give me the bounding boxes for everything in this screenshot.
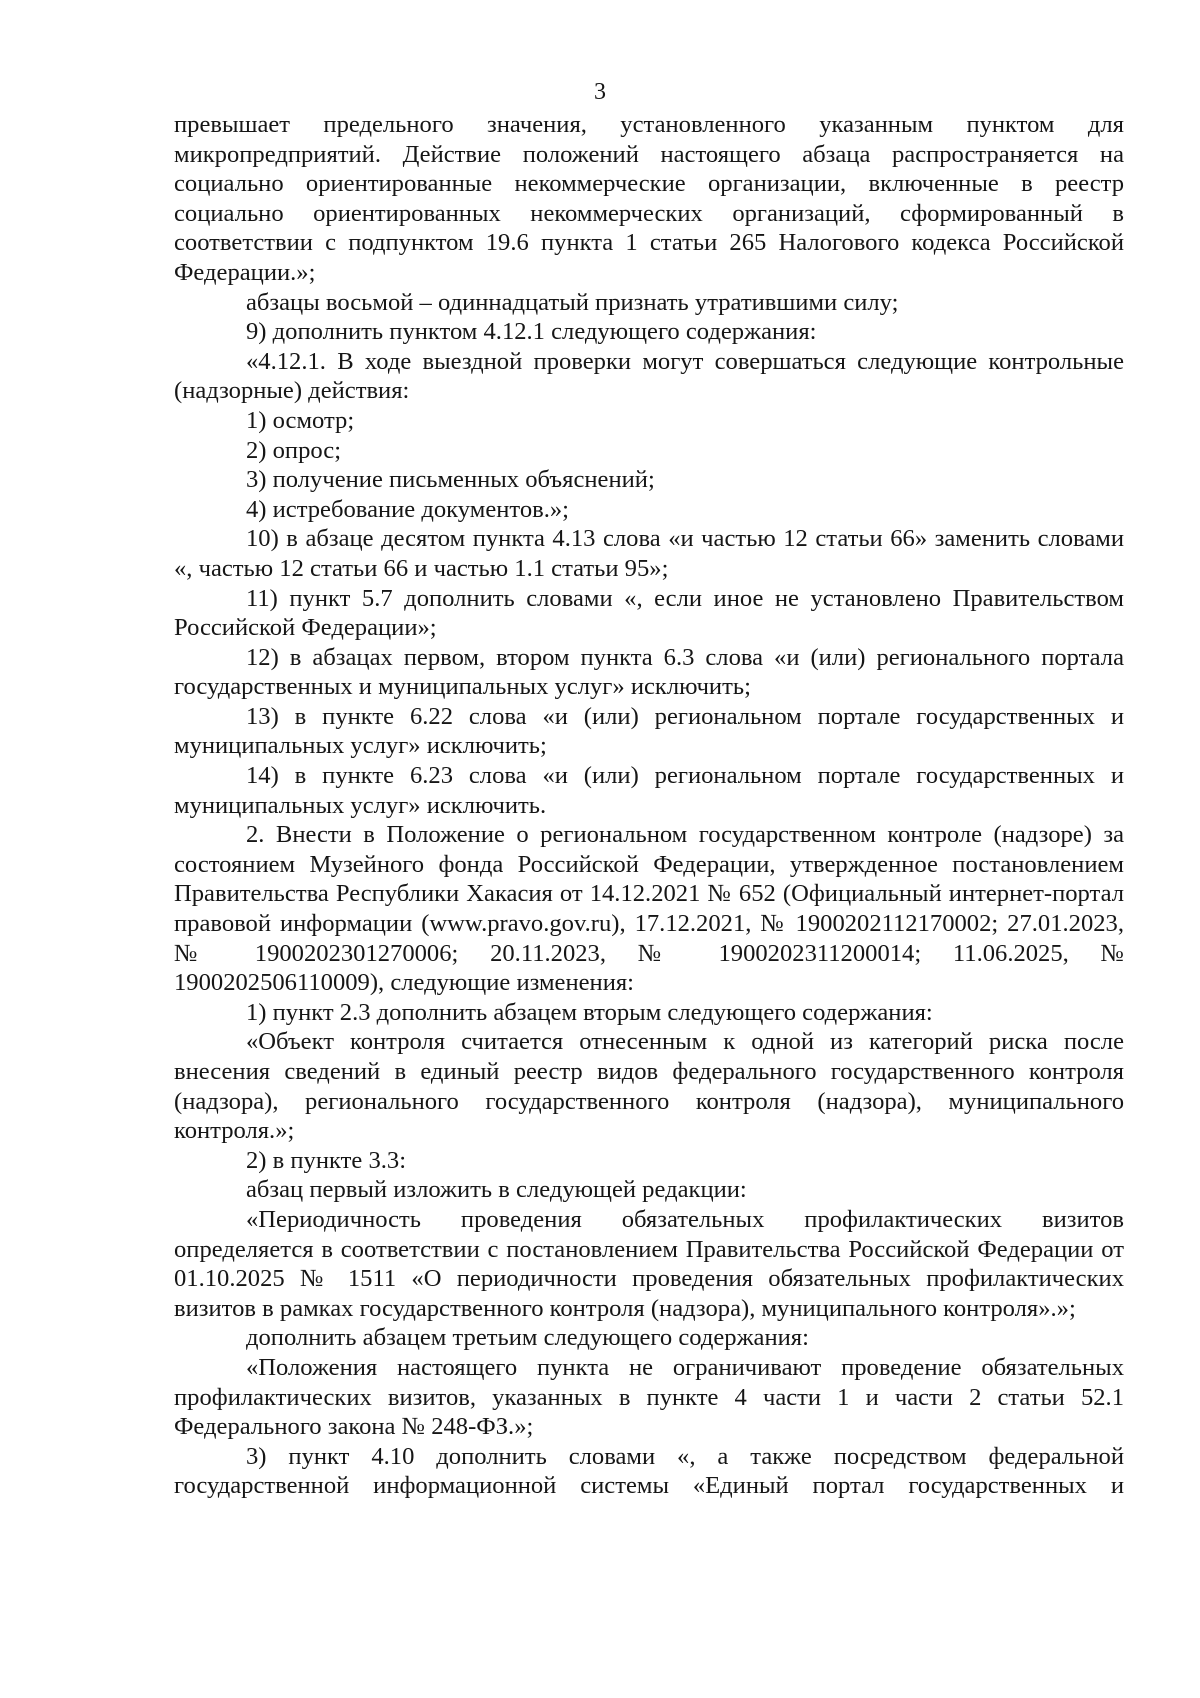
paragraph-5: 1) осмотр; bbox=[246, 406, 355, 434]
paragraph-20: дополнить абзацем третьим следующего содержания: bbox=[246, 1324, 809, 1352]
paragraph-17: 2) в пункте 3.3: bbox=[246, 1146, 407, 1174]
paragraph-2: абзацы восьмой – одиннадцатый признать утратившими силу; bbox=[246, 288, 899, 316]
page-number: 3 bbox=[594, 79, 606, 105]
paragraph-6: 2) опрос; bbox=[246, 436, 342, 464]
paragraph-1: превышает предельного значения, установленного указанным пунктом для микропредприятий. Действие положений настоящего абзаца распространяется на социально ориентированные некоммерческие организации, включенные в реестр социально ориентированных некоммерческих организаций, сформированный в соответствии с подпунктом 19.6 пункта 1 статьи 265 Налогового кодекса Российской Федерации.»; bbox=[174, 111, 1124, 286]
paragraph-22: 3) пункт 4.10 дополнить словами «, а также посредством федеральной государственной информационной системы «Единый портал государственных и bbox=[174, 1442, 1124, 1500]
paragraph-14: 2. Внести в Положение о региональном государственном контроле (надзоре) за состоянием Музейного фонда Российской Федерации, утвержденное постановлением Правительства Республики Хакасия от 14.12.2021 № 652 (Официальный интернет-портал правовой информации (www.pravo.gov.ru), 17.12.2021, № 1900202112170002; 27.01.2023, № 1900202301270006; 20.11.2023, № 1900202311200014; 11.06.2025, № 1900202506110009), следующие изменения: bbox=[174, 821, 1124, 997]
paragraph-12: 13) в пункте 6.22 слова «и (или) региональном портале государственных и муниципальных услуг» исключить; bbox=[174, 702, 1124, 760]
paragraph-15: 1) пункт 2.3 дополнить абзацем вторым следующего содержания: bbox=[246, 998, 933, 1026]
paragraph-19: «Периодичность проведения обязательных профилактических визитов определяется в соответствии с постановлением Правительства Российской Федерации от 01.10.2025 № 1511 «О периодичности проведения обязательных профилактических визитов в рамках государственного контроля (надзора), муниципального контроля».»; bbox=[174, 1205, 1124, 1322]
paragraph-18: абзац первый изложить в следующей редакции: bbox=[246, 1176, 747, 1204]
paragraph-7: 3) получение письменных объяснений; bbox=[246, 466, 655, 494]
paragraph-4: «4.12.1. В ходе выездной проверки могут совершаться следующие контрольные (надзорные) действия: bbox=[174, 347, 1124, 405]
paragraph-11: 12) в абзацах первом, втором пункта 6.3 слова «и (или) регионального портала государственных и муниципальных услуг» исключить; bbox=[174, 643, 1124, 701]
paragraph-21: «Положения настоящего пункта не ограничивают проведение обязательных профилактических визитов, указанных в пункте 4 части 1 и части 2 статьи 52.1 Федерального закона № 248-ФЗ.»; bbox=[174, 1353, 1124, 1441]
paragraph-9: 10) в абзаце десятом пункта 4.13 слова «и частью 12 статьи 66» заменить словами «, частью 12 статьи 66 и частью 1.1 статьи 95»; bbox=[174, 525, 1124, 582]
paragraph-13: 14) в пункте 6.23 слова «и (или) региональном портале государственных и муниципальных услуг» исключить. bbox=[174, 762, 1124, 819]
paragraph-16: «Объект контроля считается отнесенным к одной из категорий риска после внесения сведений в единый реестр видов федерального государственного контроля (надзора), регионального государственного контроля (надзора), муниципального контроля.»; bbox=[174, 1028, 1124, 1145]
document-body bbox=[174, 110, 1124, 1501]
paragraph-10: 11) пункт 5.7 дополнить словами «, если иное не установлено Правительством Российской Федерации»; bbox=[174, 584, 1124, 642]
paragraph-8: 4) истребование документов.»; bbox=[246, 495, 570, 523]
paragraph-3: 9) дополнить пунктом 4.12.1 следующего содержания: bbox=[246, 318, 817, 346]
